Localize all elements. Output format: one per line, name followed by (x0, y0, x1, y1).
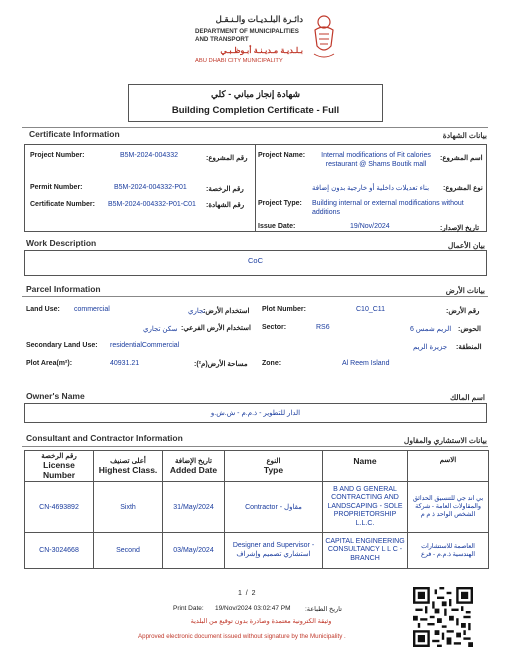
print-date-label: Print Date: (173, 605, 204, 612)
table-row (25, 482, 489, 533)
consultant-table (24, 450, 489, 569)
plot-area-label-ar: مساحة الأرض(م²): (194, 361, 248, 368)
emblem-icon (311, 12, 337, 60)
issue-date-label-ar: تاريخ الإصدار: (440, 225, 480, 232)
project-name-value: Internal modifications of Fit calories restaurant @ Shams Boutik mall (321, 152, 431, 168)
col-date-header: تاريخ الإضافة Added Date (163, 451, 225, 482)
table-row (25, 533, 489, 569)
owner-heading: Owner's Name (26, 391, 85, 401)
title-ar: شهادة إنجاز مباني - كلي (210, 89, 301, 99)
project-type-value: Building internal or external modifications without additions (312, 200, 464, 216)
municipality-logo (195, 12, 345, 74)
date-cell: 03/May/2024 (163, 533, 225, 569)
parcel-info-heading: Parcel Information (26, 284, 101, 294)
license-cell: CN-3024668 (25, 533, 94, 569)
name-cell: B AND G GENERAL CONTRACTING AND LANDSCAPING - SOLE PROPRIETORSHIP L.L.C. (323, 482, 408, 533)
sector-value-ar: الريم شمس 6 (410, 326, 452, 333)
plot-number-label-ar: رقم الأرض: (446, 308, 480, 315)
plot-area-value: 40931.21 (110, 360, 140, 367)
issue-date-value: 19/Nov/2024 (350, 223, 390, 230)
secondary-land-use-value: residentialCommercial (110, 342, 180, 349)
work-description-heading-ar: بيان الأعمال (447, 241, 485, 250)
sub-land-use-value-ar: سكن تجاري (143, 326, 178, 333)
sector-value: RS6 (316, 324, 330, 331)
col-type-header: النوع Type (225, 451, 323, 482)
permit-number-label: Permit Number: (30, 184, 83, 191)
project-type-label-ar: نوع المشروع: (443, 185, 483, 192)
certificate-info-heading: Certificate Information (29, 129, 120, 139)
land-use-label: Land Use: (26, 306, 60, 313)
municipality-name-ar: بـلـديـة مـديـنـة أبـوظـبـي (220, 46, 303, 55)
parcel-info-heading-ar: بيانات الأرض (445, 286, 485, 295)
secondary-land-use-label: Secondary Land Use: (26, 342, 98, 349)
sector-label-ar: الحوض: (458, 326, 482, 333)
page-number: 1 / 2 (238, 590, 256, 597)
zone-value: Al Reem Island (342, 360, 390, 367)
license-cell: CN-4693892 (25, 482, 94, 533)
date-cell: 31/May/2024 (163, 482, 225, 533)
print-date-label-ar: تاريخ الطباعة: (305, 606, 342, 613)
zone-label: Zone: (262, 360, 282, 367)
consultant-heading-ar: بيانات الاستشاري والمقاول (403, 436, 487, 445)
col-name-header: Name (323, 451, 408, 482)
project-number-label-ar: رقم المشروع: (206, 155, 248, 162)
class-cell: Sixth (94, 482, 163, 533)
class-cell: Second (94, 533, 163, 569)
plot-area-label: Plot Area(m²): (26, 360, 73, 367)
owner-value: الدار للتطوير - ذ.م.م - ش.ش.و (210, 410, 301, 417)
project-name-label-ar: اسم المشروع: (440, 155, 483, 162)
type-cell: Contractor - مقاول (225, 482, 323, 533)
district-label-ar: المنطقة: (456, 344, 482, 351)
land-use-value: commercial (74, 306, 110, 313)
org-name-en-1: DEPARTMENT OF MUNICIPALITIES (195, 28, 299, 35)
col-name-ar-header: الاسم (408, 451, 489, 482)
electronic-note-ar: وثيقة الكترونية معتمدة وصادرة بدون توقيع من البلدية (190, 618, 332, 625)
electronic-note-en: Approved electronic document issued without signature by the Municipality . (138, 633, 346, 640)
municipality-name-en: ABU DHABI CITY MUNICIPALITY (195, 58, 283, 64)
consultant-heading: Consultant and Contractor Information (26, 433, 183, 443)
project-number-label: Project Number: (30, 152, 85, 159)
col-license-header: رقم الرخصة License Number (25, 451, 94, 482)
work-description-box (24, 250, 487, 276)
district-value-ar: جزيرة الريم (413, 344, 448, 351)
permit-number-value: B5M-2024-004332-P01 (114, 184, 187, 191)
org-name-en-2: AND TRANSPORT (195, 36, 249, 43)
certificate-number-value: B5M-2024-004332-P01-C01 (108, 201, 196, 208)
print-date-value: 19/Nov/2024 03:02:47 PM (215, 605, 291, 612)
land-use-label-ar: استخدام الأرض: (203, 308, 250, 315)
title-box (128, 84, 383, 122)
col-class-header: أعلى تصنيف Highest Class. (94, 451, 163, 482)
org-name-ar: دائـرة البلـديـات والـنـقـل (215, 14, 303, 24)
work-description-value: CoC (247, 256, 263, 265)
table-header-row (25, 451, 489, 482)
owner-heading-ar: اسم المالك (449, 393, 485, 402)
plot-number-label: Plot Number: (262, 306, 306, 313)
certificate-number-label-ar: رقم الشهادة: (206, 202, 245, 209)
project-type-label: Project Type: (258, 200, 302, 207)
permit-number-label-ar: رقم الرخصة: (206, 186, 244, 193)
plot-number-value: C10_C11 (356, 306, 386, 313)
certificate-info-heading-ar: بيانات الشهادة (442, 131, 487, 140)
name-cell: CAPITAL ENGINEERING CONSULTANCY L L C - BRANCH (323, 533, 408, 569)
project-number-value: B5M-2024-004332 (120, 152, 178, 159)
type-cell: Designer and Supervisor - استشاري تصميم وإشراف (225, 533, 323, 569)
qr-code-icon (413, 587, 473, 647)
owner-box (24, 403, 487, 423)
name-ar-cell: العاصمة للاستشارات الهندسية ذ.م.م - فرع (408, 533, 489, 569)
project-name-label: Project Name: (258, 152, 306, 159)
project-type-value-ar: بناء تعديلات داخلية أو خارجية بدون إضافة (312, 185, 430, 192)
work-description-heading: Work Description (26, 238, 97, 248)
certificate-number-label: Certificate Number: (30, 201, 95, 208)
sub-land-use-label-ar: استخدام الأرض الفرعي: (181, 325, 251, 332)
issue-date-label: Issue Date: (258, 223, 296, 230)
land-use-value-ar: تجاري (188, 308, 206, 315)
title-en: Building Completion Certificate - Full (171, 105, 340, 116)
sector-label: Sector: (262, 324, 287, 331)
name-ar-cell: بي اند جي للتنسيق الحدائق والمقاولات العامة - شركة الشخص الواحد ذ م م (408, 482, 489, 533)
